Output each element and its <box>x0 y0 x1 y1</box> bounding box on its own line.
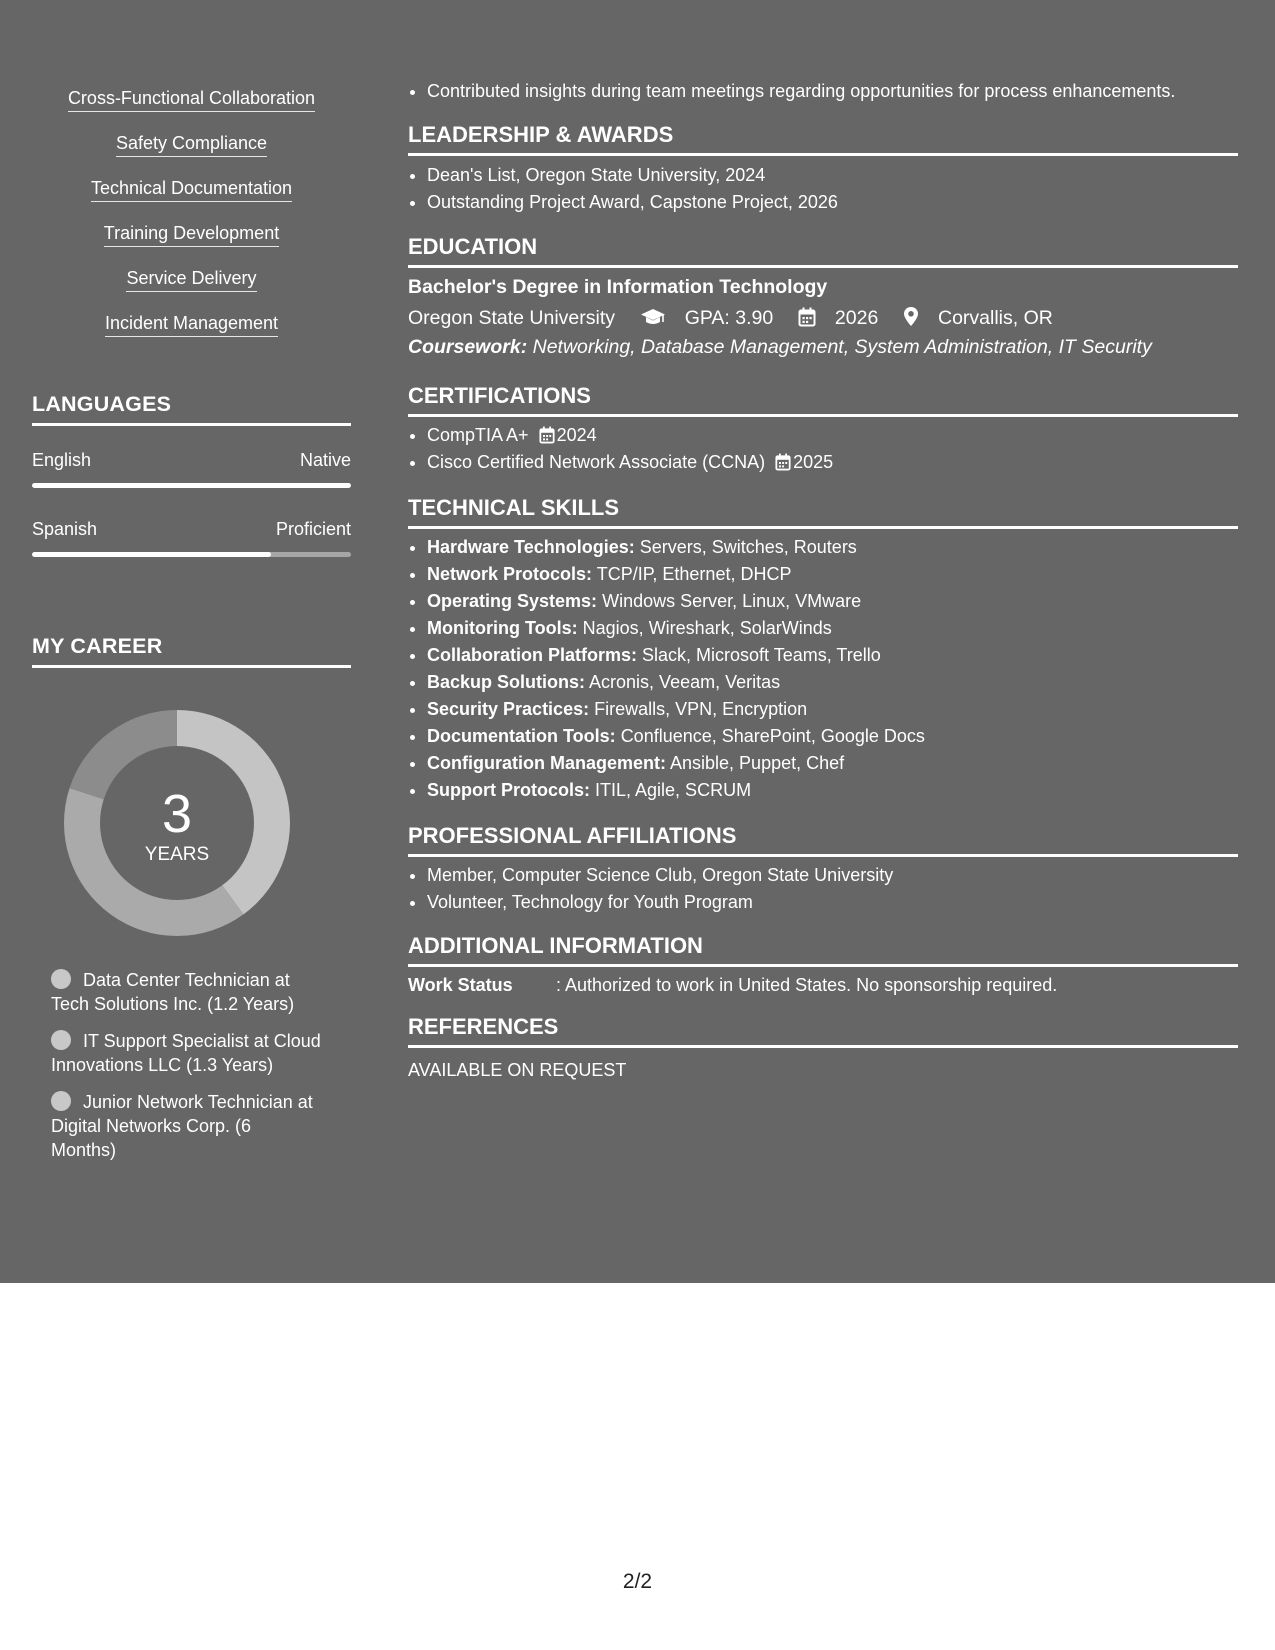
career-dot-icon <box>51 1030 71 1050</box>
certifications-list <box>408 422 1238 476</box>
calendar-icon <box>539 426 555 444</box>
map-pin-icon <box>903 306 919 327</box>
technical-skills-heading: TECHNICAL SKILLS <box>408 495 1238 529</box>
education-meta <box>408 306 1053 330</box>
list-item: • Member, Computer Science Club, Oregon State University <box>427 862 1238 889</box>
skill-item: Service Delivery <box>32 266 351 311</box>
list-item: • Documentation Tools: Confluence, SharePoint, Google Docs <box>427 723 1238 750</box>
education-coursework <box>408 336 1152 359</box>
list-item: • CompTIA A+ 2024 <box>427 422 1238 449</box>
language-proficiency-fill <box>32 483 351 488</box>
career-dot-icon <box>51 969 71 989</box>
education-gpa: GPA: 3.90 <box>684 307 774 329</box>
skill-item: Technical Documentation <box>32 176 351 221</box>
language-proficiency-bar <box>32 483 351 488</box>
education-location: Corvallis, OR <box>938 307 1053 329</box>
skills-list <box>32 86 351 356</box>
list-item: • Collaboration Platforms: Slack, Microsoft Teams, Trello <box>427 642 1238 669</box>
graduation-cap-icon <box>640 307 666 327</box>
page-number: 2/2 <box>622 1570 653 1593</box>
skill-item: Incident Management <box>32 311 351 356</box>
list-item: • Outstanding Project Award, Capstone Project, 2026 <box>427 189 1238 216</box>
additional-info-heading: ADDITIONAL INFORMATION <box>408 933 1238 967</box>
education-school: Oregon State University <box>408 307 616 329</box>
work-status-label: Work Status <box>408 975 513 995</box>
certifications-heading: CERTIFICATIONS <box>408 383 1238 417</box>
calendar-icon <box>798 307 816 327</box>
skill-item: Safety Compliance <box>32 131 351 176</box>
list-item: • Volunteer, Technology for Youth Program <box>427 889 1238 916</box>
work-status-value: : Authorized to work in United States. No sponsorship required. <box>556 975 1058 995</box>
education-heading: EDUCATION <box>408 234 1238 268</box>
language-proficiency-fill <box>32 552 271 557</box>
affiliations-list <box>408 862 1238 916</box>
language-name: English <box>32 450 92 470</box>
career-heading: MY CAREER <box>32 634 351 668</box>
list-item: • Backup Solutions: Acronis, Veeam, Veritas <box>427 669 1238 696</box>
references-heading: REFERENCES <box>408 1014 1238 1048</box>
education-degree: Bachelor's Degree in Information Technology <box>408 276 828 298</box>
list-item: • Monitoring Tools: Nagios, Wireshark, SolarWinds <box>427 615 1238 642</box>
calendar-icon <box>775 453 791 471</box>
list-item: • Security Practices: Firewalls, VPN, Encryption <box>427 696 1238 723</box>
list-item: • Cisco Certified Network Associate (CCNA) 2025 <box>427 449 1238 476</box>
career-total-unit: YEARS <box>144 844 210 865</box>
list-item: • Operating Systems: Windows Server, Linux, VMware <box>427 588 1238 615</box>
career-item: Junior Network Technician at Digital Networks Corp. (6 Months) <box>51 1092 313 1160</box>
coursework-value: Networking, Database Management, System Administration, IT Security <box>532 336 1152 358</box>
career-total-years: 3 <box>161 784 193 844</box>
list-item: • Hardware Technologies: Servers, Switches, Routers <box>427 534 1238 561</box>
experience-bullet: • Contributed insights during team meetings regarding opportunities for process enhancements. <box>427 78 1238 105</box>
experience-bullets <box>408 78 1238 105</box>
career-dot-icon <box>51 1091 71 1111</box>
list-item: • Configuration Management: Ansible, Puppet, Chef <box>427 750 1238 777</box>
career-list <box>51 968 321 1175</box>
references-text: AVAILABLE ON REQUEST <box>408 1060 627 1080</box>
career-donut-chart <box>64 710 290 936</box>
coursework-label: Coursework: <box>408 336 528 358</box>
affiliations-heading: PROFESSIONAL AFFILIATIONS <box>408 823 1238 857</box>
list-item: • Dean's List, Oregon State University, 2024 <box>427 162 1238 189</box>
career-item: Data Center Technician at Tech Solutions Inc. (1.2 Years) <box>51 970 295 1014</box>
skill-item: Training Development <box>32 221 351 266</box>
career-donut-center <box>64 710 290 936</box>
technical-skills-list <box>408 534 1238 804</box>
language-proficiency-bar <box>32 552 351 557</box>
language-level: Native <box>299 450 351 470</box>
leadership-list <box>408 162 1238 216</box>
career-item: IT Support Specialist at Cloud Innovations LLC (1.3 Years) <box>51 1031 321 1075</box>
list-item: • Network Protocols: TCP/IP, Ethernet, DHCP <box>427 561 1238 588</box>
language-name: Spanish <box>32 519 98 539</box>
skill-item: Cross-Functional Collaboration <box>32 86 351 131</box>
education-year: 2026 <box>834 307 879 329</box>
leadership-heading: LEADERSHIP & AWARDS <box>408 122 1238 156</box>
language-level: Proficient <box>275 519 351 539</box>
languages-heading: LANGUAGES <box>32 392 351 426</box>
list-item: • Support Protocols: ITIL, Agile, SCRUM <box>427 777 1238 804</box>
